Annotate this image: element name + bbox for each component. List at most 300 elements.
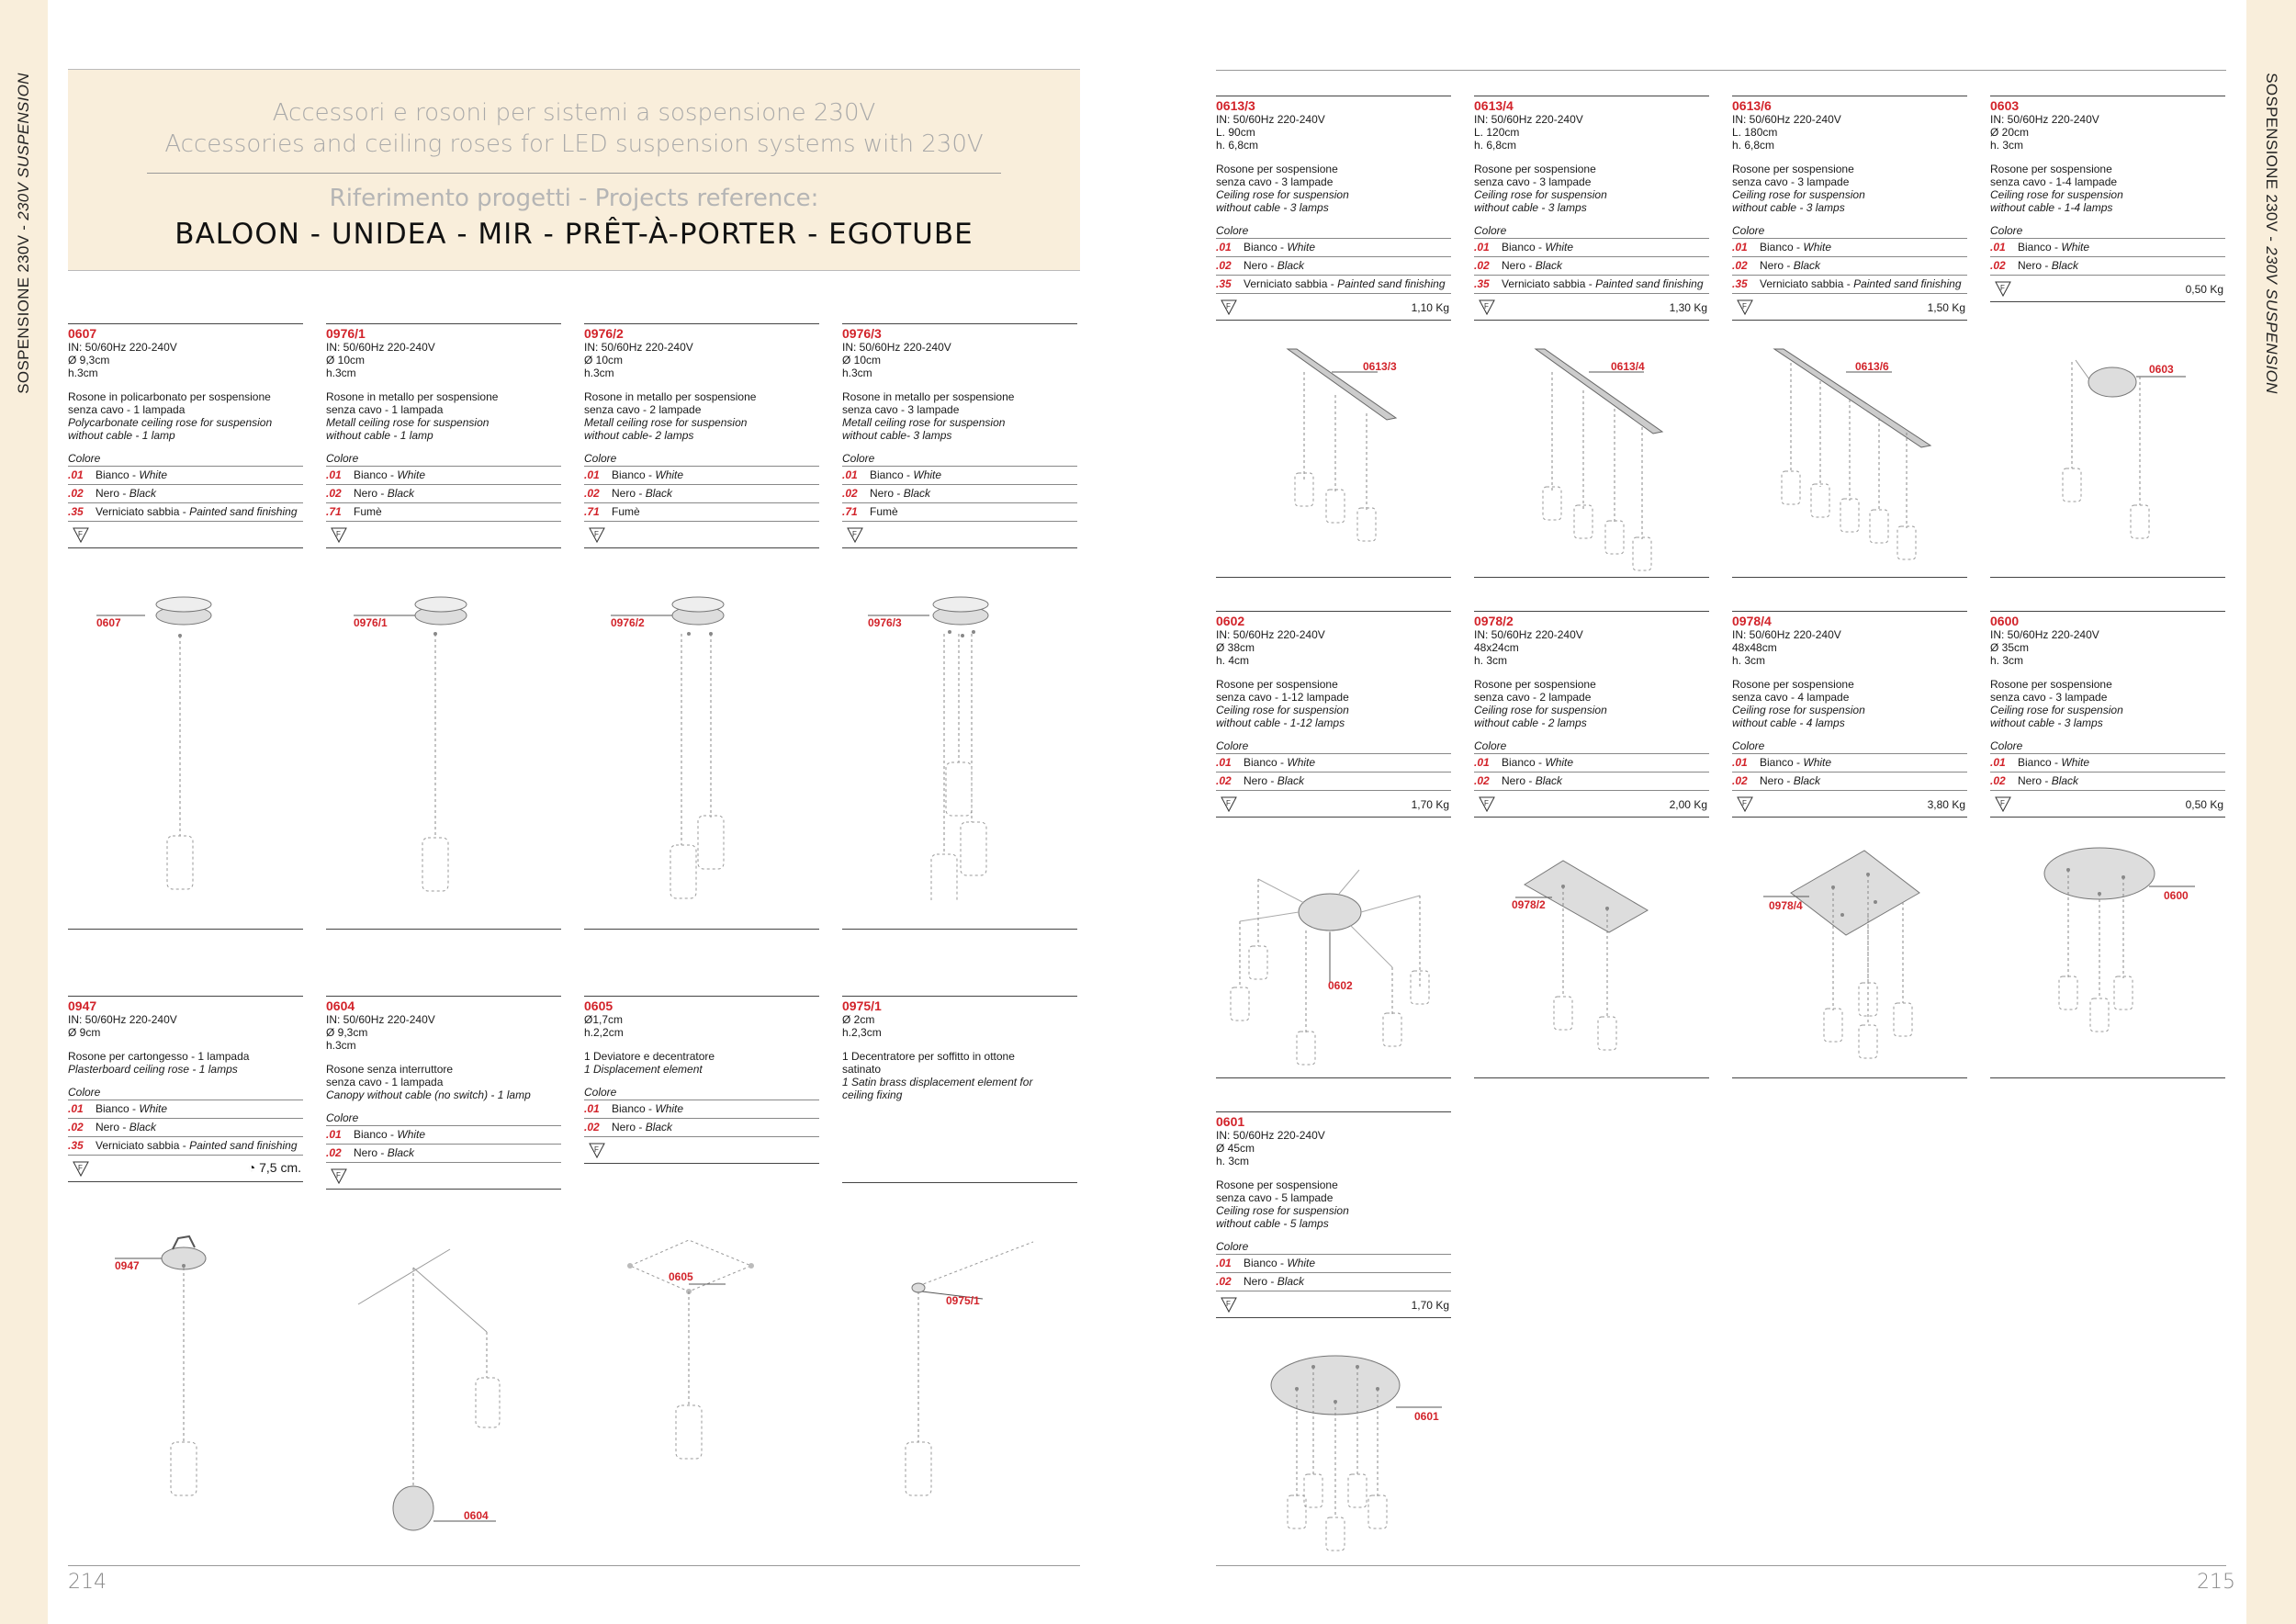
color-option: .01 Bianco - White [1732, 239, 1967, 257]
color-name-en: Black [2051, 259, 2079, 272]
illustration-0613-3 [1231, 344, 1451, 574]
product-description-en: 1 Satin brass displacement element for ceiling fixing [842, 1076, 1033, 1101]
color-name-en: Painted sand finishing [1337, 277, 1446, 290]
color-name-it: Nero [1760, 774, 1784, 787]
product-description-en: Ceiling rose for suspension without cable - 3 lamps [1474, 188, 1607, 214]
color-option: .02 Nero - Black [1474, 257, 1709, 276]
color-option: .35 Verniciato sabbia - Painted sand finishing [68, 503, 303, 522]
f-class-icon [1736, 298, 1754, 316]
color-name-en: White [1545, 756, 1574, 769]
product-description-en: Metall ceiling rose for suspension without cable- 2 lamps [584, 416, 748, 442]
color-name-en: Black [387, 1146, 415, 1159]
color-code: .35 [1216, 277, 1232, 290]
product-footer [68, 522, 303, 548]
color-name-it: Nero [1244, 1275, 1268, 1288]
color-option: .02 Nero - Black [68, 485, 303, 503]
product-code: 0978/4 [1732, 614, 1772, 628]
color-option: .01 Bianco - White [1474, 754, 1709, 773]
color-code: .71 [584, 505, 600, 518]
product-footer [842, 522, 1077, 548]
product-description-it: Rosone in policarbonato per sospensione senza cavo - 1 lampada [68, 390, 271, 416]
colore-label: Colore [1990, 223, 2225, 239]
color-option: .35 Verniciato sabbia - Painted sand finishing [1474, 276, 1709, 294]
colore-label: Colore [68, 451, 303, 467]
color-name-en: Black [1793, 774, 1821, 787]
svg-text:F: F [1742, 799, 1747, 807]
color-code: .35 [1732, 277, 1748, 290]
svg-text:F: F [1484, 799, 1489, 807]
row-separator [1732, 577, 1967, 578]
color-code: .02 [326, 487, 342, 500]
color-name-en: White [1287, 1257, 1316, 1269]
colore-label: Colore [584, 1085, 819, 1100]
svg-text:F: F [852, 530, 857, 538]
product-description-it: 1 Decentratore per soffitto in ottone satinato [842, 1050, 1015, 1076]
f-class-icon [846, 525, 864, 544]
colore-label: Colore [1474, 223, 1709, 239]
color-name-it: Nero [96, 1121, 120, 1133]
product-footer [1474, 791, 1709, 818]
product-specs: IN: 50/60Hz 220-240V Ø 20cm h. 3cm [1990, 113, 2099, 152]
color-code: .01 [68, 1102, 84, 1115]
color-code: .02 [584, 1121, 600, 1133]
product-description-it: Rosone per sospensione senza cavo - 2 lampade [1474, 678, 1596, 704]
color-name-en: White [139, 468, 168, 481]
product-specs: IN: 50/60Hz 220-240V Ø 38cm h. 4cm [1216, 628, 1325, 667]
color-option: .01 Bianco - White [68, 467, 303, 485]
product-code: 0603 [1990, 98, 2020, 113]
product-top-line [1216, 1111, 1451, 1112]
product-description-it: Rosone per sospensione senza cavo - 1-4 lampade [1990, 163, 2118, 188]
product-top-line [68, 323, 303, 324]
colore-label: Colore [1216, 1239, 1451, 1255]
product-description-it: Rosone per sospensione senza cavo - 1-12 lampade [1216, 678, 1349, 704]
color-name-it: Bianco [1244, 241, 1277, 254]
color-name-en: Painted sand finishing [189, 505, 298, 518]
product-footer [842, 1156, 1077, 1183]
color-name-it: Fumè [612, 505, 640, 518]
color-name-it: Nero [870, 487, 895, 500]
product-description-en: Ceiling rose for suspension without cable - 3 lamps [1990, 704, 2123, 729]
product-weight: 1,70 Kg [1411, 1299, 1449, 1312]
product-description-it: Rosone in metallo per sospensione senza cavo - 3 lampade [842, 390, 1015, 416]
color-name-it: Nero [96, 487, 120, 500]
colore-label: Colore [842, 451, 1077, 467]
product-footer [1990, 276, 2225, 302]
product-code: 0976/2 [584, 326, 624, 341]
side-label-left: SOSPENSIONE 230V - 230V SUSPENSION [15, 73, 32, 394]
product-description-it: 1 Deviatore e decentratore [584, 1050, 715, 1063]
illustration-0605 [615, 1231, 799, 1506]
product-specs: IN: 50/60Hz 220-240V Ø 35cm h. 3cm [1990, 628, 2099, 667]
product-top-line [842, 323, 1077, 324]
color-name-en: Painted sand finishing [1595, 277, 1704, 290]
color-name-en: White [397, 1128, 426, 1141]
color-code: .01 [842, 468, 858, 481]
product-specs: IN: 50/60Hz 220-240V Ø 9,3cm h.3cm [68, 341, 177, 379]
product-code: 0604 [326, 998, 355, 1013]
illustration-0601 [1258, 1341, 1469, 1562]
color-name-it: Nero [1244, 774, 1268, 787]
svg-text:F: F [78, 530, 83, 538]
color-name-it: Bianco [2018, 756, 2052, 769]
color-name-en: Painted sand finishing [1853, 277, 1962, 290]
product-description-it: Rosone per sospensione senza cavo - 3 lampade [1732, 163, 1854, 188]
product-specs: IN: 50/60Hz 220-240V Ø 10cm h.3cm [842, 341, 951, 379]
product-specs: IN: 50/60Hz 220-240V L. 90cm h. 6,8cm [1216, 113, 1325, 152]
bottom-rule-right [1216, 1565, 2226, 1566]
color-option: .02 Nero - Black [1216, 1273, 1451, 1291]
product-specs: IN: 50/60Hz 220-240V L. 120cm h. 6,8cm [1474, 113, 1583, 152]
color-name-it: Bianco [1760, 241, 1794, 254]
color-name-it: Fumè [354, 505, 382, 518]
color-name-en: Black [1535, 259, 1563, 272]
product-weight: 0,50 Kg [2185, 283, 2223, 296]
color-name-it: Bianco [1760, 756, 1794, 769]
product-specs: IN: 50/60Hz 220-240V 48x24cm h. 3cm [1474, 628, 1583, 667]
color-name-it: Nero [1244, 259, 1268, 272]
color-name-en: White [2061, 756, 2090, 769]
product-code: 0605 [584, 998, 613, 1013]
product-0947 [68, 996, 303, 1182]
illustration-0978-2 [1497, 859, 1708, 1079]
label-0976-2: 0976/2 [611, 616, 645, 629]
product-footer [1732, 791, 1967, 818]
color-name-it: Bianco [1244, 756, 1277, 769]
colore-label: Colore [1474, 739, 1709, 754]
color-name-it: Fumè [870, 505, 898, 518]
illustration-0603 [2002, 349, 2223, 560]
product-footer [326, 522, 561, 548]
product-code: 0975/1 [842, 998, 882, 1013]
illustration-0978-4 [1754, 845, 1965, 1075]
svg-text:F: F [1742, 302, 1747, 310]
color-code: .02 [842, 487, 858, 500]
product-top-line [1990, 611, 2225, 612]
product-specs: IN: 50/60Hz 220-240V Ø 9cm [68, 1013, 177, 1039]
color-name-it: Bianco [870, 468, 904, 481]
row-separator [1474, 577, 1709, 578]
product-0978-2 [1474, 611, 1709, 818]
illustration-0602 [1221, 859, 1451, 1079]
label-0975-1: 0975/1 [946, 1294, 980, 1307]
colore-label: Colore [1732, 739, 1967, 754]
color-option [842, 503, 1077, 522]
color-name-it: Bianco [1502, 241, 1536, 254]
product-description-en: Metall ceiling rose for suspension without cable - 1 lamp [326, 416, 490, 442]
product-footer [1732, 294, 1967, 321]
color-name-it: Bianco [354, 1128, 388, 1141]
color-code: .02 [1732, 774, 1748, 787]
product-0601 [1216, 1111, 1451, 1318]
color-name-en: White [1803, 756, 1832, 769]
color-option: .02 Nero - Black [1990, 257, 2225, 276]
color-code: .02 [1474, 259, 1490, 272]
color-name-it: Verniciato sabbia [1502, 277, 1586, 290]
product-description-en: Plasterboard ceiling rose - 1 lamps [68, 1063, 238, 1076]
product-0976-1 [326, 323, 561, 548]
product-weight: 2,00 Kg [1669, 798, 1707, 811]
product-weight: 1,70 Kg [1411, 798, 1449, 811]
product-specs: Ø 2cm h.2,3cm [842, 1013, 882, 1039]
product-footer [68, 1156, 303, 1182]
product-description-en: Ceiling rose for suspension without cable - 3 lamps [1732, 188, 1865, 214]
svg-text:F: F [2000, 799, 2005, 807]
label-0605: 0605 [669, 1270, 693, 1283]
color-name-en: Black [387, 487, 415, 500]
color-option: .02 Nero - Black [842, 485, 1077, 503]
color-code: .01 [1474, 241, 1490, 254]
color-code: .02 [1216, 259, 1232, 272]
product-0604 [326, 996, 561, 1190]
f-class-icon [588, 525, 606, 544]
color-name-en: Black [1277, 259, 1305, 272]
f-class-icon [1478, 298, 1496, 316]
product-top-line [584, 996, 819, 997]
color-option: .01 Bianco - White [842, 467, 1077, 485]
f-class-icon [1220, 298, 1238, 316]
product-top-line [1474, 611, 1709, 612]
color-code: .01 [1216, 1257, 1232, 1269]
color-name-en: Black [645, 1121, 673, 1133]
illustration-0975-1 [882, 1231, 1065, 1525]
row-separator [1216, 577, 1451, 578]
color-option: .02 Nero - Black [1990, 773, 2225, 791]
svg-text:F: F [1226, 302, 1231, 310]
product-specs: IN: 50/60Hz 220-240V Ø 45cm h. 3cm [1216, 1129, 1325, 1167]
color-code: .02 [1990, 259, 2006, 272]
f-class-icon [588, 1141, 606, 1159]
color-code: .02 [1216, 1275, 1232, 1288]
product-description-it: Rosone senza interruttore senza cavo - 1 lampada [326, 1063, 454, 1088]
color-option: .35 Verniciato sabbia - Painted sand finishing [68, 1137, 303, 1156]
section-header [68, 69, 1080, 271]
product-code: 0976/3 [842, 326, 882, 341]
header-projects: BALOON - UNIDEA - MIR - PRÊT-À-PORTER - EGOTUBE [174, 218, 974, 251]
product-specs: IN: 50/60Hz 220-240V Ø 9,3cm h.3cm [326, 1013, 435, 1052]
color-name-it: Verniciato sabbia [1244, 277, 1328, 290]
product-footer [1990, 791, 2225, 818]
color-code: .01 [1990, 756, 2006, 769]
colore-label: Colore [1990, 739, 2225, 754]
color-code: .71 [842, 505, 858, 518]
color-code: .01 [584, 468, 600, 481]
f-class-icon [1994, 795, 2012, 813]
color-name-it: Bianco [612, 1102, 646, 1115]
product-description-en: Ceiling rose for suspension without cable - 4 lamps [1732, 704, 1865, 729]
product-top-line [326, 996, 561, 997]
row-separator [584, 929, 819, 930]
product-description-en: Polycarbonate ceiling rose for suspension without cable - 1 lamp [68, 416, 273, 442]
colore-label: Colore [1732, 223, 1967, 239]
color-option: .01 Bianco - White [1216, 1255, 1451, 1273]
color-name-en: White [1803, 241, 1832, 254]
color-name-it: Nero [1502, 774, 1526, 787]
product-code: 0613/3 [1216, 98, 1255, 113]
color-option: .01 Bianco - White [1990, 754, 2225, 773]
color-option [326, 503, 561, 522]
color-name-it: Nero [612, 1121, 636, 1133]
color-name-it: Nero [1760, 259, 1784, 272]
colore-label: Colore [584, 451, 819, 467]
row-separator [68, 929, 303, 930]
product-footer [584, 522, 819, 548]
label-0976-1: 0976/1 [354, 616, 388, 629]
product-description-it: Rosone per sospensione senza cavo - 3 lampade [1216, 163, 1338, 188]
color-name-en: Black [1793, 259, 1821, 272]
color-name-it: Nero [612, 487, 636, 500]
colore-label: Colore [1216, 739, 1451, 754]
color-name-en: White [913, 468, 942, 481]
color-name-en: Black [645, 487, 673, 500]
color-code: .02 [584, 487, 600, 500]
product-weight: 3,80 Kg [1927, 798, 1965, 811]
color-option: .01 Bianco - White [584, 1100, 819, 1119]
color-option: .01 Bianco - White [1216, 239, 1451, 257]
product-0976-2 [584, 323, 819, 548]
f-class-icon [1478, 795, 1496, 813]
product-description-en: Ceiling rose for suspension without cable - 2 lamps [1474, 704, 1607, 729]
color-name-en: White [1287, 241, 1316, 254]
color-name-en: Painted sand finishing [189, 1139, 298, 1152]
colore-label: Colore [1216, 223, 1451, 239]
color-name-en: Black [129, 1121, 157, 1133]
color-name-it: Bianco [1244, 1257, 1277, 1269]
row-separator [842, 929, 1077, 930]
label-0978-4: 0978/4 [1769, 899, 1803, 912]
product-0613-4 [1474, 96, 1709, 321]
f-class-icon [1736, 795, 1754, 813]
color-option: .01 Bianco - White [326, 467, 561, 485]
color-option: .02 Nero - Black [1474, 773, 1709, 791]
product-top-line [584, 323, 819, 324]
product-description-en: Ceiling rose for suspension without cable - 5 lamps [1216, 1204, 1349, 1230]
product-code: 0602 [1216, 614, 1245, 628]
illustration-0976-1 [340, 588, 560, 900]
label-0978-2: 0978/2 [1512, 898, 1546, 911]
row-separator [1732, 1077, 1967, 1078]
product-0976-3 [842, 323, 1077, 548]
product-description-en: 1 Displacement element [584, 1063, 703, 1076]
f-class-icon [330, 525, 348, 544]
color-option: .02 Nero - Black [1732, 257, 1967, 276]
label-0604: 0604 [464, 1509, 489, 1522]
product-top-line [68, 996, 303, 997]
color-name-it: Verniciato sabbia [96, 1139, 180, 1152]
label-0601: 0601 [1414, 1410, 1439, 1423]
color-code: .01 [1732, 756, 1748, 769]
svg-text:F: F [1226, 1300, 1231, 1308]
product-weight: 1,10 Kg [1411, 301, 1449, 314]
product-description-it: Rosone in metallo per sospensione senza cavo - 1 lampada [326, 390, 499, 416]
product-description-it: Rosone per sospensione senza cavo - 3 lampade [1474, 163, 1596, 188]
page-number-left: 214 [68, 1571, 107, 1594]
color-name-it: Nero [1502, 259, 1526, 272]
color-code: .01 [1990, 241, 2006, 254]
label-0613-6: 0613/6 [1855, 360, 1889, 373]
svg-text:F: F [78, 1164, 83, 1172]
header-title-en: Accessories and ceiling roses for LED suspension systems with 230V [164, 130, 984, 158]
color-option: .01 Bianco - White [326, 1126, 561, 1145]
color-code: .02 [68, 1121, 84, 1133]
color-name-en: Black [129, 487, 157, 500]
product-0975-1 [842, 996, 1077, 1183]
color-name-it: Bianco [612, 468, 646, 481]
product-description-en: Ceiling rose for suspension without cable - 1-4 lamps [1990, 188, 2123, 214]
color-code: .02 [1990, 774, 2006, 787]
label-0976-3: 0976/3 [868, 616, 902, 629]
color-name-en: Black [2051, 774, 2079, 787]
color-option: .02 Nero - Black [584, 1119, 819, 1137]
product-description-it: Rosone per sospensione senza cavo - 3 lampade [1990, 678, 2112, 704]
cutout-size: ◔ 7,5 cm. [247, 1160, 301, 1175]
illustration-0613-6 [1745, 344, 1965, 574]
illustration-0613-4 [1488, 344, 1708, 574]
svg-text:F: F [2000, 284, 2005, 292]
product-footer [1216, 294, 1451, 321]
colore-label: Colore [326, 1111, 561, 1126]
product-0600 [1990, 611, 2225, 818]
product-description-en: Ceiling rose for suspension without cable - 1-12 lamps [1216, 704, 1349, 729]
color-code: .02 [1474, 774, 1490, 787]
color-option: .02 Nero - Black [326, 1145, 561, 1163]
svg-text:F: F [594, 1145, 599, 1154]
label-0602: 0602 [1328, 979, 1353, 992]
product-code: 0600 [1990, 614, 2020, 628]
color-option: .02 Nero - Black [1732, 773, 1967, 791]
illustration-0607 [83, 588, 303, 900]
colore-label: Colore [68, 1085, 303, 1100]
colore-label: Colore [326, 451, 561, 467]
color-option: .01 Bianco - White [68, 1100, 303, 1119]
product-0602 [1216, 611, 1451, 818]
product-0607 [68, 323, 303, 548]
color-option: .01 Bianco - White [584, 467, 819, 485]
product-specs: IN: 50/60Hz 220-240V Ø 10cm h.3cm [326, 341, 435, 379]
label-0603: 0603 [2149, 363, 2174, 376]
color-code: .35 [1474, 277, 1490, 290]
svg-text:F: F [1226, 799, 1231, 807]
f-class-icon [72, 525, 90, 544]
product-0978-4 [1732, 611, 1967, 818]
right-page-top-rule [1216, 70, 2226, 71]
color-option: .01 Bianco - White [1474, 239, 1709, 257]
color-option: .35 Verniciato sabbia - Painted sand finishing [1216, 276, 1451, 294]
color-code: .02 [68, 487, 84, 500]
color-name-it: Bianco [2018, 241, 2052, 254]
color-name-en: Black [903, 487, 931, 500]
illustration-0600 [2011, 840, 2232, 1052]
color-name-en: White [1545, 241, 1574, 254]
color-option: .02 Nero - Black [584, 485, 819, 503]
label-0607: 0607 [96, 616, 121, 629]
color-name-it: Verniciato sabbia [96, 505, 180, 518]
f-class-icon [1220, 1295, 1238, 1314]
bottom-rule-left [68, 1565, 1080, 1566]
product-description-it: Rosone in metallo per sospensione senza cavo - 2 lampade [584, 390, 757, 416]
color-name-en: Black [1535, 774, 1563, 787]
color-code: .01 [584, 1102, 600, 1115]
product-top-line [842, 996, 1077, 997]
color-name-it: Bianco [1502, 756, 1536, 769]
product-footer [1216, 1291, 1451, 1318]
color-option: .02 Nero - Black [326, 485, 561, 503]
label-0613-4: 0613/4 [1611, 360, 1645, 373]
illustration-0976-2 [597, 588, 817, 900]
drill-icon: ◔ [247, 1160, 260, 1175]
color-option: .01 Bianco - White [1216, 754, 1451, 773]
color-name-it: Nero [2018, 259, 2043, 272]
